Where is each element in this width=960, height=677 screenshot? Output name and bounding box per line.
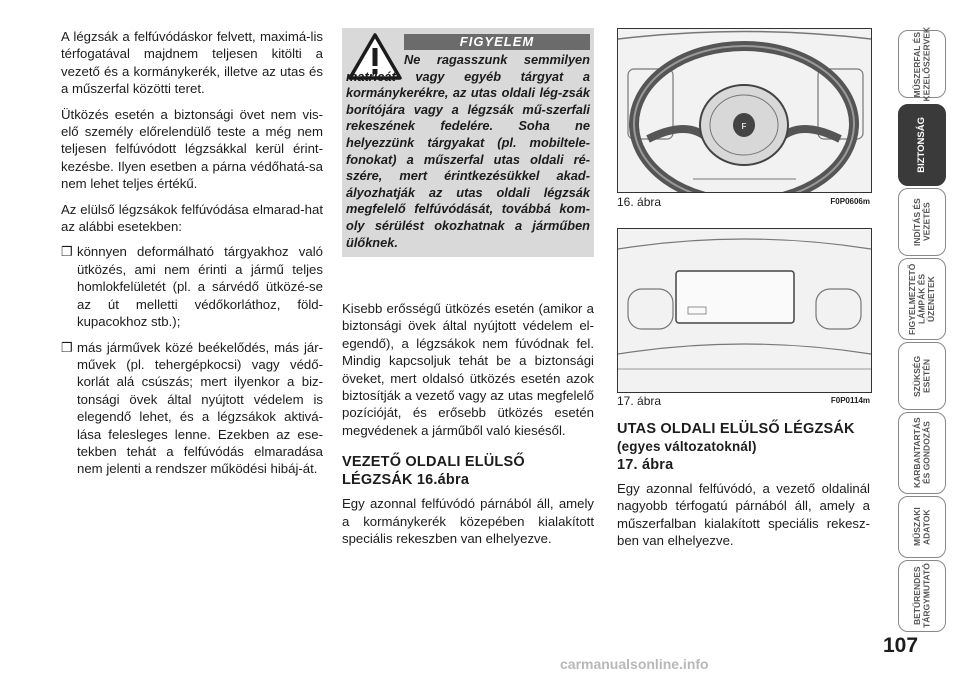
- tab-muszerfal[interactable]: MŰSZERFAL ÉS KEZELŐSZERVEK: [898, 30, 946, 98]
- section-heading: UTAS OLDALI ELÜLSŐ LÉGZSÁK (egyes változatoknál) 17. ábra: [617, 421, 855, 473]
- checkbox-bullet-icon: ❒: [61, 339, 73, 355]
- figure-16-steering-wheel: [617, 28, 872, 193]
- warning-title: FIGYELEM: [404, 34, 590, 50]
- paragraph: Egy azonnal felfúvódó, a vezető oldalinál nagyobb térfogatú párnából áll, amely a műszerfalban kialakított speciális rekesz-ben van elhelyezve.: [617, 481, 870, 549]
- left-column: [61, 28, 323, 486]
- tab-biztonsag[interactable]: BIZTONSÁG: [898, 104, 946, 186]
- dashboard-illustration: [618, 229, 871, 392]
- svg-text:F: F: [741, 122, 747, 131]
- paragraph: Kisebb erősségű ütközés esetén (amikor a biztonsági övek által nyújtott védelem el-egendő), a légzsákok nem fúvódnak fel. Mindig kapcsoljuk tehát be a biztonsági öveket, mert oldalsó ütközés esetén azok biztosítják a vezető vagy az utas megfelelő pozícióját, és erősebb ütközés esetén megvédenek a járműből való kiesésől.: [342, 301, 594, 438]
- checkbox-bullet-icon: ❒: [61, 244, 73, 260]
- warning-box: [342, 28, 594, 257]
- figure-caption: [617, 394, 870, 408]
- tab-figyelmezteto[interactable]: FIGYELMEZTETŐ LÁMPÁK ÉS ÜZENETEK: [898, 258, 946, 340]
- figure-caption: [617, 195, 870, 209]
- figure-code: F0P0114m: [830, 396, 870, 405]
- list-item-text: könnyen deformálható tárgyakhoz való ütközés, ami nem érinti a jármű teljes homlokfelületét (pl. a sárvédő ütközé-se az út melletti védőkorláthoz, föld-kupacokhoz stb.);: [77, 244, 323, 330]
- list-item: [61, 243, 323, 330]
- tab-muszaki[interactable]: MŰSZAKI ADATOK: [898, 496, 946, 558]
- tab-karbantartas[interactable]: KARBANTARTÁS ÉS GONDOZÁS: [898, 412, 946, 494]
- tab-beturendes[interactable]: BETŰRENDES TÁRGYMUTATÓ: [898, 560, 946, 632]
- list-item-text: más járművek közé beékelődés, más jár-művek (pl. tehergépkocsi) vagy védő-korlát alá csúszás; mert ilyenkor a biz-tonsági övek által nyújtott védelem is elegendő lehet, és a légzsákok aktivá-lása felesleges lenne. Ezekben az ese-tekben tehát a felfúvódás elmaradása nem jelenti a rendszer működési hibáj-át.: [77, 339, 323, 477]
- caption-label: 17. ábra: [617, 394, 662, 408]
- steering-wheel-illustration: [618, 29, 871, 192]
- section-heading: VEZETŐ OLDALI ELÜLSŐ LÉGZSÁK 16.ábra: [342, 454, 525, 489]
- tab-inditas[interactable]: INDÍTÁS ÉS VEZETÉS: [898, 188, 946, 256]
- caption-label: 16. ábra: [617, 195, 662, 209]
- figure-code: F0P0606m: [830, 197, 870, 206]
- middle-column: [342, 300, 594, 555]
- paragraph: Egy azonnal felfúvódó párnából áll, amely a kormánykerék közepében kialakított speciális rekeszben van elhelyezve.: [342, 496, 594, 547]
- page-number: 107: [883, 634, 919, 657]
- paragraph: A légzsák a felfúvódáskor felvett, maximá-lis térfogatával majdnem teljesen kitölti a vezető és a kormánykerék, illetve az utas és a műszerfal közötti teret.: [61, 29, 323, 97]
- right-column: [617, 420, 870, 558]
- paragraph: Az elülső légzsákok felfúvódása elmarad-hat az alábbi esetekben:: [61, 201, 323, 235]
- list-item: [61, 339, 323, 478]
- warning-text: Ne ragasszunk semmilyen matricát vagy egyéb tárgyat a kormánykerékre, az utas oldali lég-zsák borítójára vagy a légzsák mű-szerfali rekeszének fedelére. Soha ne helyezzünk tárgyakat (pl. mobiltele-fonokat) a műszerfal utas oldali ré-szére, mert érintkezésükkel akad-ályozhatják az utas oldali légzsák megfelelő felfúvódását, továbbá kom-oly sérülést okozhatnak a járműben ülőknek.: [346, 52, 590, 250]
- paragraph: Ütközés esetén a biztonsági övet nem vis-elő személy előrelendülő teste a még nem teljesen felfúvódott légzsákkal kerül érint-kezésbe. Ilyen esetben a párna védőhatá-sa nem lehet teljes értékű.: [61, 106, 323, 192]
- watermark: carmanualsonline.info: [560, 656, 709, 672]
- tab-szukseg[interactable]: SZÜKSÉG ESETÉN: [898, 342, 946, 410]
- figure-17-dashboard: [617, 228, 872, 393]
